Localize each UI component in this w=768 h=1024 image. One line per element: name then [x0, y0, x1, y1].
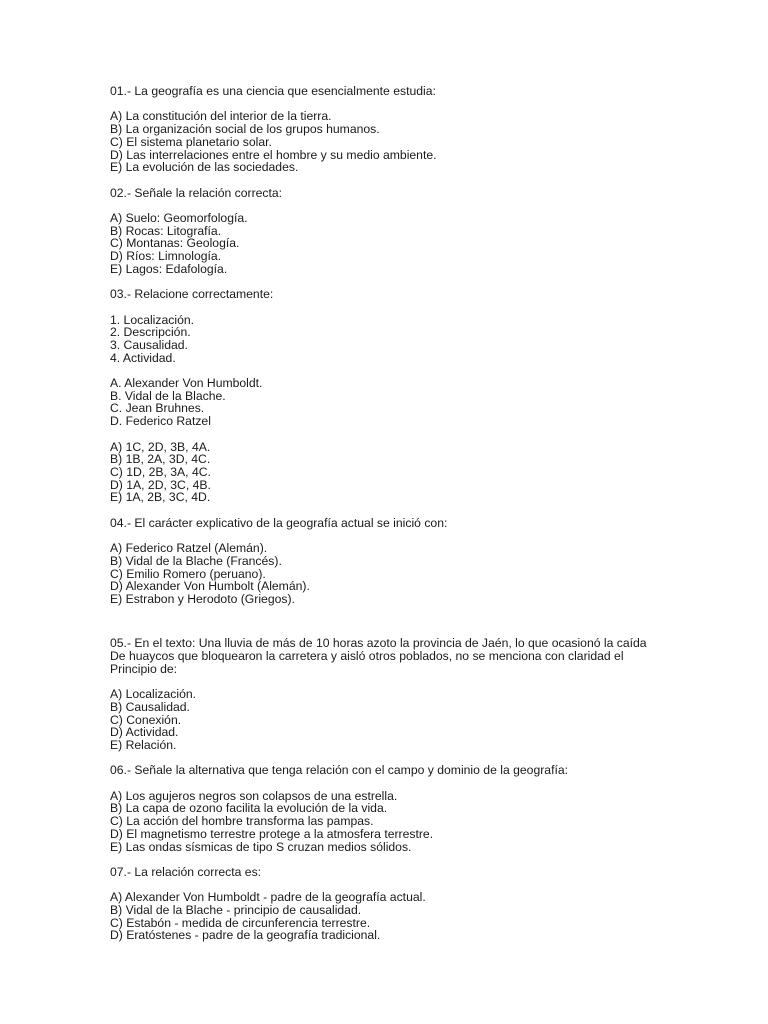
- numbered-item: 3. Causalidad.: [110, 337, 188, 352]
- question-07: [110, 866, 750, 942]
- document-page: [110, 85, 750, 942]
- question-prompt: 07.- La relación correcta es:: [110, 864, 262, 879]
- option-a: A) 1C, 2D, 3B, 4A.: [110, 439, 211, 454]
- option-d: D) 1A, 2D, 3C, 4B.: [110, 477, 211, 492]
- option-e: E) Las ondas sísmicas de tipo S cruzan medios sólidos.: [110, 839, 412, 854]
- lettered-item: C. Jean Bruhnes.: [110, 401, 205, 416]
- numbered-item: 4. Actividad.: [110, 350, 176, 365]
- option-b: B) Causalidad.: [110, 699, 190, 714]
- option-d: D) Ríos: Limnología.: [110, 249, 222, 264]
- numbered-item: 2. Descripción.: [110, 325, 191, 340]
- question-prompt-line: Principio de:: [110, 661, 178, 676]
- option-a: A) La constitución del interior de la tierra.: [110, 109, 332, 124]
- option-a: A) Alexander Von Humboldt - padre de la geografía actual.: [110, 890, 426, 905]
- option-b: B) La capa de ozono facilita la evolución de la vida.: [110, 801, 388, 816]
- question-06: [110, 764, 750, 853]
- question-prompt: 04.- El carácter explicativo de la geografía actual se inició con:: [110, 515, 448, 530]
- option-c: C) Emilio Romero (peruano).: [110, 566, 266, 581]
- option-b: B) Vidal de la Blache (Francés).: [110, 553, 282, 568]
- question-prompt-line: De huaycos que bloquearon la carretera y aisló otros poblados, no se menciona con claridad el: [110, 649, 624, 664]
- option-b: B) 1B, 2A, 3D, 4C.: [110, 452, 211, 467]
- option-b: B) La organización social de los grupos humanos.: [110, 122, 380, 137]
- option-d: D) Eratóstenes - padre de la geografía tradicional.: [110, 928, 381, 943]
- question-02: [110, 187, 750, 276]
- question-04: [110, 517, 750, 606]
- option-c: C) Montanas: Geología.: [110, 236, 240, 251]
- lettered-item: D. Federico Ratzel: [110, 414, 211, 429]
- question-05: [110, 637, 750, 751]
- option-e: E) 1A, 2B, 3C, 4D.: [110, 490, 211, 505]
- lettered-item: B. Vidal de la Blache.: [110, 388, 226, 403]
- option-c: C) Estabón - medida de circunferencia terrestre.: [110, 915, 371, 930]
- option-c: C) La acción del hombre transforma las pampas.: [110, 814, 374, 829]
- option-b: B) Rocas: Litografía.: [110, 223, 222, 238]
- question-prompt: 01.- La geografía es una ciencia que esencialmente estudia:: [110, 84, 436, 98]
- option-d: D) El magnetismo terrestre protege a la atmosfera terrestre.: [110, 826, 434, 841]
- numbered-item: 1. Localización.: [110, 312, 195, 327]
- option-a: A) Suelo: Geomorfología.: [110, 210, 248, 225]
- lettered-item: A. Alexander Von Humboldt.: [110, 376, 263, 391]
- option-d: D) Las interrelaciones entre el hombre y su medio ambiente.: [110, 147, 437, 162]
- question-03: [110, 288, 750, 504]
- option-c: C) Conexión.: [110, 712, 182, 727]
- question-prompt: 03.- Relacione correctamente:: [110, 287, 274, 302]
- option-a: A) Los agujeros negros son colapsos de una estrella.: [110, 788, 398, 803]
- question-prompt: 06.- Señale la alternativa que tenga relación con el campo y dominio de la geografía:: [110, 763, 569, 778]
- option-c: C) El sistema planetario solar.: [110, 134, 272, 149]
- option-d: D) Alexander Von Humbolt (Alemán).: [110, 579, 310, 594]
- option-d: D) Actividad.: [110, 725, 179, 740]
- option-a: A) Localización.: [110, 687, 197, 702]
- question-prompt: 02.- Señale la relación correcta:: [110, 185, 283, 200]
- question-01: [110, 85, 750, 174]
- option-a: A) Federico Ratzel (Alemán).: [110, 541, 268, 556]
- option-c: C) 1D, 2B, 3A, 4C.: [110, 464, 211, 479]
- option-e: E) La evolución de las sociedades.: [110, 160, 299, 175]
- option-e: E) Estrabon y Herodoto (Griegos).: [110, 591, 295, 606]
- option-e: E) Relación.: [110, 737, 177, 752]
- question-prompt-line: 05.- En el texto: Una lluvia de más de 10 horas azoto la provincia de Jaén, lo que ocasionó la caída: [110, 636, 647, 651]
- option-e: E) Lagos: Edafología.: [110, 261, 228, 276]
- option-b: B) Vidal de la Blache - principio de causalidad.: [110, 903, 362, 918]
